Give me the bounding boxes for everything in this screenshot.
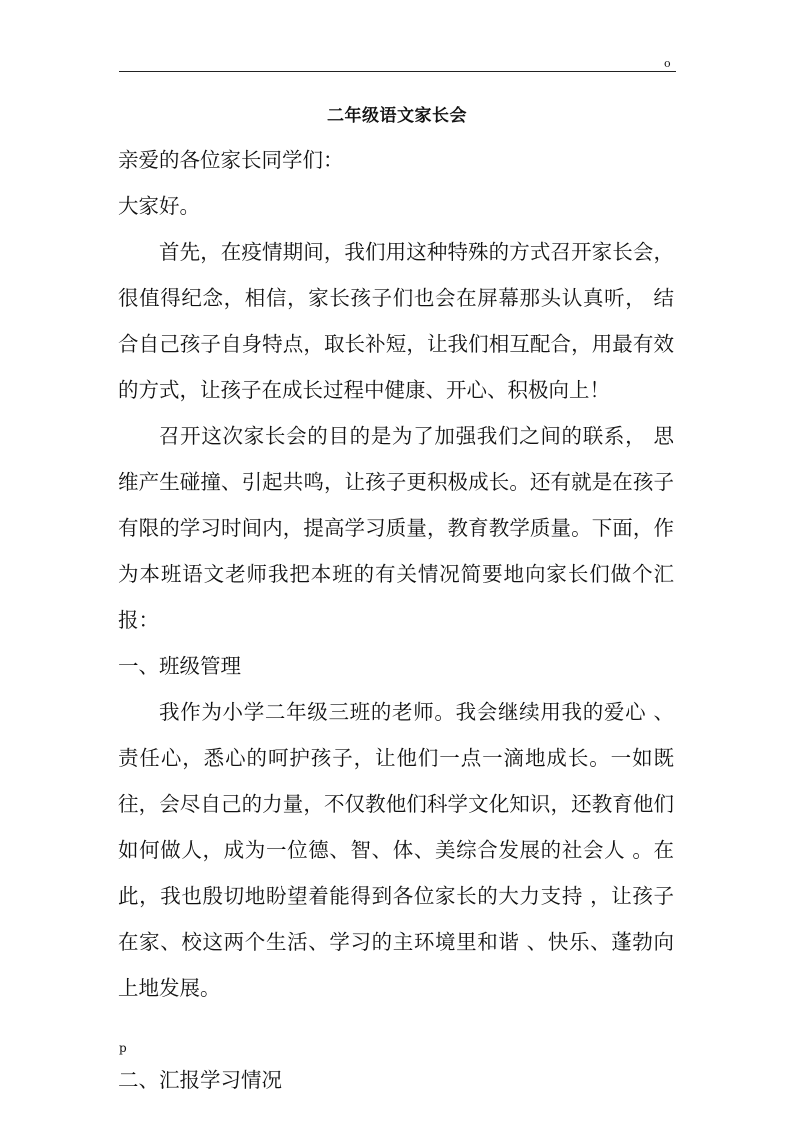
- paragraph-gap: [118, 1011, 674, 1057]
- greeting: 大家好。: [118, 194, 200, 218]
- paragraph-intro: 首先，在疫情期间，我们用这种特殊的方式召开家长会，很值得纪念，相信，家长孩子们也会在屏幕那头认真听， 结合自己孩子自身特点，取长补短，让我们相互配合，用最有效的方式，让孩子在成长过程中健康、开心、积极向上！: [118, 240, 674, 402]
- header-mark: o: [664, 57, 671, 70]
- section-heading-class-management: 一、班级管理: [118, 654, 241, 678]
- paragraph-purpose: 召开这次家长会的目的是为了加强我们之间的联系， 思维产生碰撞、引起共鸣，让孩子更积极成长。还有就是在孩子有限的学习时间内，提高学习质量，教育教学质量。下面，作为本班语文老师我把本班的有关情况简要地向家长们做个汇报：: [118, 424, 674, 632]
- section-heading-study-report: 二、汇报学习情况: [118, 1068, 282, 1092]
- document-body: [118, 137, 674, 1103]
- footer-mark: p: [119, 1041, 127, 1055]
- header-rule: [119, 71, 676, 72]
- salutation: 亲爱的各位家长同学们：: [118, 148, 344, 172]
- paragraph-class-management: 我作为小学二年级三班的老师。我会继续用我的爱心 、责任心，悉心的呵护孩子，让他们一点一滴地成长。一如既往，会尽自己的力量，不仅教他们科学文化知识，还教育他们如何做人，成为一位德、智、体、美综合发展的社会人 。在此，我也殷切地盼望着能得到各位家长的大力支持 ，让孩子在家、校这两个生活、学习的主环境里和谐 、快乐、蓬勃向上地发展。: [118, 700, 674, 1000]
- document-title: 二年级语文家长会: [327, 106, 467, 126]
